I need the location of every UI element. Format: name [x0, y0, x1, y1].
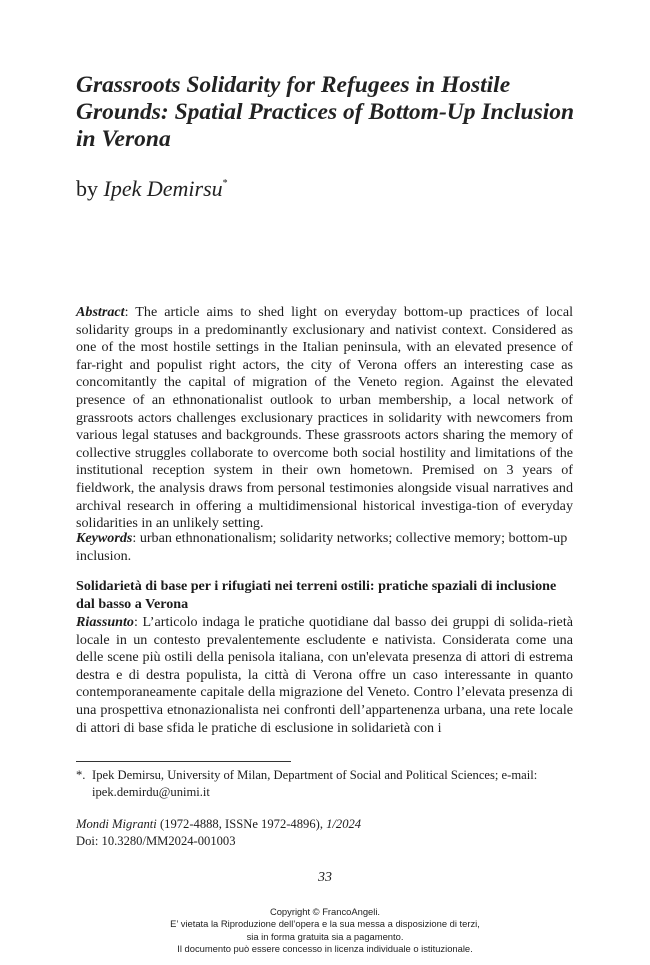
italian-title: Solidarietà di base per i rifugiati nei terreni ostili: pratiche spaziali di inclusione dal basso a Verona: [76, 578, 557, 612]
abstract-label: Abstract: [76, 304, 125, 320]
byline: [76, 176, 228, 202]
copyright-line-4: Il documento può essere concesso in licenza individuale o istituzionale.: [177, 942, 473, 954]
copyright-line-2: E’ vietata la Riproduzione dell’opera e la sua messa a disposizione di terzi,: [170, 918, 480, 930]
abstract: [76, 304, 573, 533]
riassunto: [76, 614, 573, 737]
footnote-mark: *.: [76, 768, 86, 782]
page-number: 33: [318, 870, 332, 885]
keywords-label: Keywords: [76, 530, 133, 546]
journal-info: [76, 816, 573, 849]
keywords-text: : urban ethnonationalism; solidarity networks; collective memory; bottom-up inclusion.: [76, 530, 568, 564]
footnote-affiliation: Ipek Demirsu, University of Milan, Department of Social and Political Sciences; e-mail:: [92, 768, 538, 782]
journal-issn: (1972-4888, ISSNe 1972-4896),: [156, 817, 327, 831]
copyright-line-3: sia in forma gratuita sia a pagamento.: [246, 930, 404, 942]
author-name: Ipek Demirsu: [103, 176, 223, 201]
footnote-email: ipek.demirdu@unimi.it: [92, 784, 210, 799]
journal-doi: Doi: 10.3280/MM2024-001003: [76, 833, 236, 848]
journal-issue: 1/2024: [326, 817, 362, 831]
keywords: [76, 530, 573, 565]
copyright-notice: [0, 906, 650, 955]
abstract-text: : The article aims to shed light on everyday bottom-up practices of local solidarity groups in a predominantly exclusionary and nativist context. Considered as one of the most hostile settings in the Italian peninsula, with an elevated presence of far-right and populist right actors, the city of Verona offers an interesting case as concomitantly the capital of migration of the Veneto region. Against the elevated presence of an ethnonationalist outlook to urban membership, a local network of grassroots actors challenges exclusionary practices in solidarity with newcomers from various legal statuses and backgrounds. These grassroots actors sharing the memory of collective struggles collaborate to overcome both social hostility and limitations of the institutional reception system in their own hometown. Premised on 3 years of fieldwork, the analysis draws from personal testimonies alongside visual narratives and archival research in offering a multidimensional historical investiga-tion of everyday solidarities in an unlikely setting.: [76, 304, 573, 532]
copyright-line-1: Copyright © FrancoAngeli.: [269, 906, 381, 917]
byline-prefix: by: [76, 176, 98, 201]
riassunto-label: Riassunto: [76, 614, 134, 630]
article-title: Grassroots Solidarity for Refugees in Hostile Grounds: Spatial Practices of Bottom-Up Inclusion in Verona: [76, 72, 575, 152]
footnote: [76, 767, 573, 800]
footnote-divider: [76, 761, 291, 762]
author-footnote-mark: *: [222, 178, 228, 189]
riassunto-text: : L’articolo indaga le pratiche quotidiane dal basso dei gruppi di solida-rietà locale in un contesto prevalentemente escludente e nativista. Considerata come una delle scene più ostili della penisola italiana, con un'elevata presenza di attori di estrema destra e di destra populista, la città di Verona offre un caso interessante in quanto contemporaneamente capitale della migrazione del Veneto. Contro l’elevata presenza di una prospettiva etnonazionalista nei confronti dell’appartenenza urbana, una rete locale di attori di base sfida le pratiche di esclusione in solidarietà con i: [76, 614, 573, 736]
journal-name: Mondi Migranti: [76, 817, 157, 831]
